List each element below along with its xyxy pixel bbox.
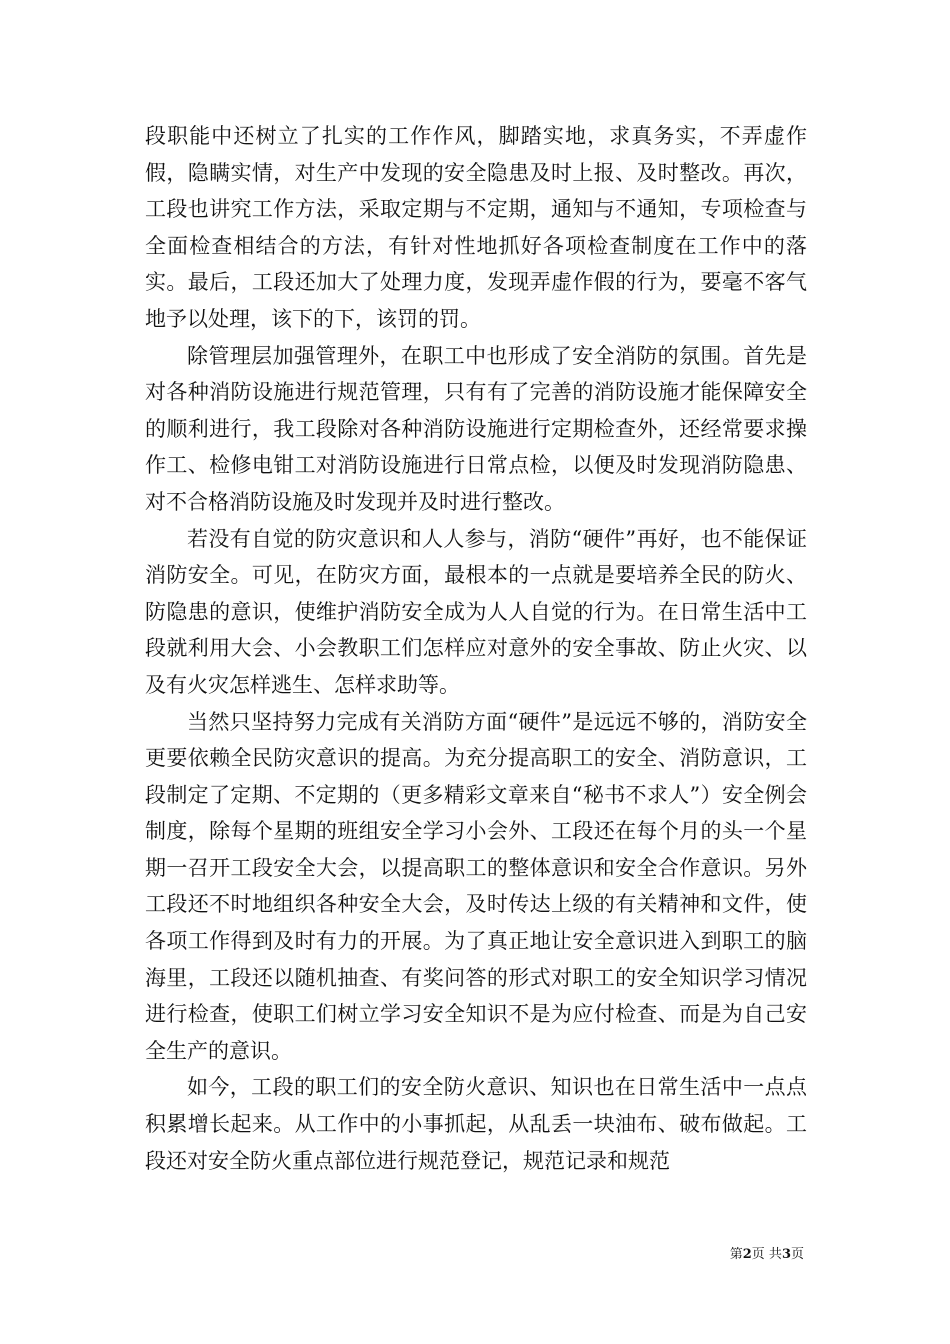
- footer-suffix: 页: [790, 1247, 804, 1262]
- footer-prefix: 第: [729, 1247, 743, 1262]
- body-text: [145, 118, 807, 1179]
- paragraph-continuation: 段职能中还树立了扎实的工作作风，脚踏实地，求真务实，不弄虚作假，隐瞒实情，对生产中发现的安全隐患及时上报、及时整改。再次，工段也讲究工作方法，采取定期与不定期，通知与不通知，专项检查与全面检查相结合的方法，有针对性地抓好各项检查制度在工作中的落实。最后，工段还加大了处理力度，发现弄虚作假的行为，要毫不客气地予以处理，该下的下，该罚的罚。: [145, 124, 807, 331]
- total-page-count: 3: [781, 1247, 791, 1262]
- page-footer: [0, 1247, 804, 1263]
- paragraph: 当然只坚持努力完成有关消防方面“硬件”是远远不够的，消防安全更要依赖全民防灾意识的提高。为充分提高职工的安全、消防意识，工段制定了定期、不定期的（更多精彩文章来自“秘书不求人”）安全例会制度，除每个星期的班组安全学习小会外、工段还在每个月的头一个星期一召开工段安全大会，以提高职工的整体意识和安全合作意识。另外工段还不时地组织各种安全大会，及时传达上级的有关精神和文件，使各项工作得到及时有力的开展。为了真正地让安全意识进入到职工的脑海里，工段还以随机抽查、有奖问答的形式对职工的安全知识学习情况进行检查，使职工们树立学习安全知识不是为应付检查、而是为自己安全生产的意识。: [145, 709, 807, 1063]
- paragraph: 如今，工段的职工们的安全防火意识、知识也在日常生活中一点点积累增长起来。从工作中的小事抓起，从乱丢一块油布、破布做起。工段还对安全防火重点部位进行规范登记，规范记录和规范: [145, 1075, 807, 1173]
- paragraph: 除管理层加强管理外，在职工中也形成了安全消防的氛围。首先是对各种消防设施进行规范管理，只有有了完善的消防设施才能保障安全的顺利进行，我工段除对各种消防设施进行定期检查外，还经常要求操作工、检修电钳工对消防设施进行日常点检，以便及时发现消防隐患、对不合格消防设施及时发现并及时进行整改。: [145, 343, 807, 514]
- paragraph: 若没有自觉的防灾意识和人人参与，消防“硬件”再好，也不能保证消防安全。可见，在防灾方面，最根本的一点就是要培养全民的防火、防隐患的意识，使维护消防安全成为人人自觉的行为。在日常生活中工段就利用大会、小会教职工们怎样应对意外的安全事故、防止火灾、以及有火灾怎样逃生、怎样求助等。: [145, 526, 807, 697]
- footer-middle: 页 共: [751, 1247, 782, 1262]
- current-page-number: 2: [742, 1247, 752, 1262]
